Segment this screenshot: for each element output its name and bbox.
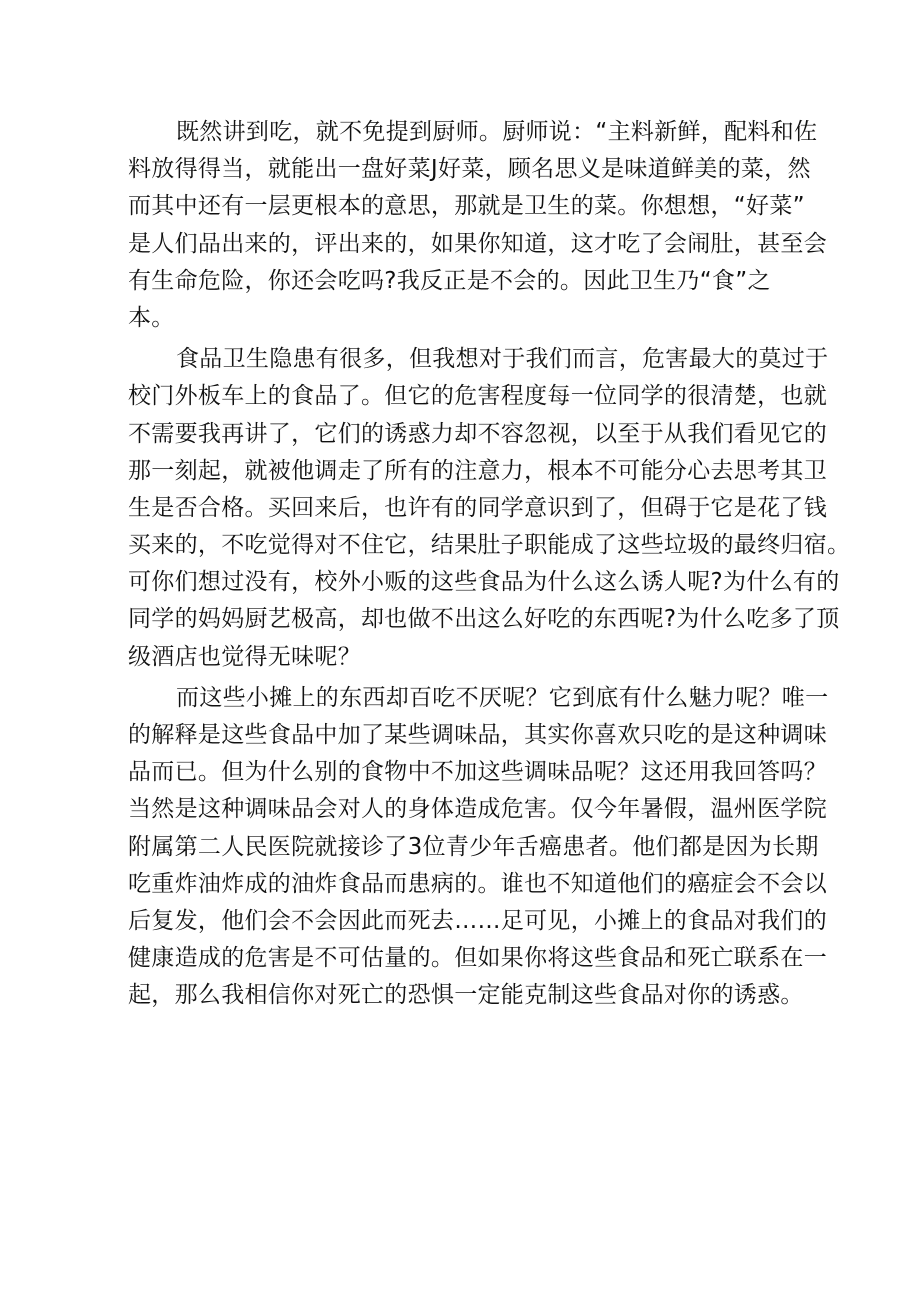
- paragraph-1: [128, 114, 827, 337]
- text-line: 食品卫生隐患有很多，但我想对于我们而言，危害最大的莫过于: [176, 346, 829, 373]
- text-line: 后复发，他们会不会因此而死去……足可见，小摊上的食品对我们的: [128, 907, 827, 934]
- text-line: 而这些小摊上的东西却百吃不厌呢？它到底有什么魅力呢？唯一: [176, 684, 829, 711]
- text-line: 有生命危险，你还会吃吗?我反正是不会的。因此卫生乃“食”之: [128, 267, 771, 294]
- text-line: 健康造成的危害是不可估量的。但如果你将这些食品和死亡联系在一: [128, 945, 827, 972]
- text-line: 附属第二人民医院就接诊了3位青少年舌癌患者。他们都是因为长期: [128, 833, 819, 860]
- text-line: 可你们想过没有，校外小贩的这些食品为什么这么诱人呢?为什么有的: [128, 569, 840, 596]
- text-line: 生是否合格。买回来后，也许有的同学意识到了，但碍于它是花了钱: [128, 494, 827, 521]
- text-line: 本。: [128, 304, 175, 331]
- text-line: 同学的妈妈厨艺极高，却也做不出这么好吃的东西呢?为什么吃多了顶: [128, 606, 840, 633]
- text-line: 校门外板车上的食品了。但它的危害程度每一位同学的很清楚，也就: [128, 383, 827, 410]
- paragraph-2: [128, 341, 851, 676]
- paragraph-3: [128, 680, 829, 1015]
- text-line: 级酒店也觉得无味呢？: [128, 643, 361, 670]
- text-line: 既然讲到吃，就不免提到厨师。厨师说：“主料新鲜，配料和佐: [176, 119, 818, 145]
- text-line: 不需要我再讲了，它们的诱惑力却不容忽视，以至于从我们看见它的: [128, 420, 827, 447]
- text-line: 当然是这种调味品会对人的身体造成危害。仅今年暑假，温州医学院: [128, 796, 827, 823]
- text-line: 买来的，不吃觉得对不住它，结果肚子职能成了这些垃圾的最终归宿。: [128, 532, 851, 559]
- text-line: 起，那么我相信你对死亡的恐惧一定能克制这些食品对你的诱惑。: [128, 982, 804, 1009]
- text-line: 而其中还有一层更根本的意思，那就是卫生的菜。你想想，“好菜”: [128, 193, 805, 220]
- text-line: 料放得得当，就能出一盘好菜J好菜，顾名思义是味道鲜美的菜，然: [128, 156, 811, 183]
- text-line: 是人们品出来的，评出来的，如果你知道，这才吃了会闹肚，甚至会: [128, 230, 827, 257]
- text-line: 吃重炸油炸成的油炸食品而患病的。谁也不知道他们的癌症会不会以: [128, 870, 827, 897]
- document-body: [128, 114, 851, 1015]
- text-line: 的解释是这些食品中加了某些调味品，其实你喜欢只吃的是这种调味: [128, 722, 827, 748]
- text-line: 品而已。但为什么别的食物中不加这些调味品呢？这还用我回答吗？: [128, 759, 827, 786]
- text-line: 那一刻起，就被他调走了所有的注意力，根本不可能分心去思考其卫: [128, 457, 827, 484]
